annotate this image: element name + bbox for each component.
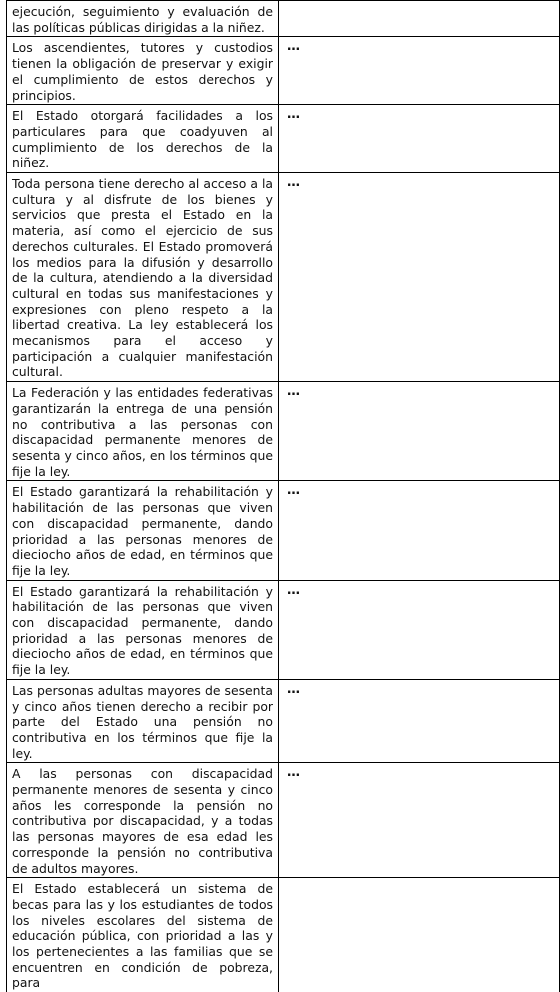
provision-text-cell: El Estado garantizará la rehabilitación y habilitación de las personas que viven con discapacidad permanente, dando prioridad a las personas menores de dieciocho años de edad, en términos que fije la ley.	[7, 481, 279, 580]
provision-text-cell: La Federación y las entidades federativas garantizarán la entrega de una pensión no contributiva a las personas con discapacidad permanente menores de sesenta y cinco años, en los términos que fije la ley.	[7, 382, 279, 481]
table-row	[7, 105, 560, 173]
comparison-table	[6, 0, 560, 992]
ellipsis-cell: …	[279, 37, 560, 105]
table-row	[7, 382, 560, 481]
ellipsis-cell: …	[279, 763, 560, 878]
provision-text-cell: Los ascendientes, tutores y custodios tienen la obligación de preservar y exigir el cumplimiento de estos derechos y principios.	[7, 37, 279, 105]
ellipsis-cell: …	[279, 382, 560, 481]
table-row	[7, 37, 560, 105]
provision-text-cell: El Estado otorgará facilidades a los particulares para que coadyuven al cumplimiento de los derechos de la niñez.	[7, 105, 279, 173]
provision-text-cell: El Estado garantizará la rehabilitación y habilitación de las personas que viven con discapacidad permanente, dando prioridad a las personas menores de dieciocho años de edad, en términos que fije la ley.	[7, 580, 279, 679]
ellipsis-cell	[279, 878, 560, 992]
table-row	[7, 1, 560, 37]
provision-text-cell: Toda persona tiene derecho al acceso a la cultura y al disfrute de los bienes y servicios que presta el Estado en la materia, así como el ejercicio de sus derechos culturales. El Estado promoverá los medios para la difusión y desarrollo de la cultura, atendiendo a la diversidad cultural en todas sus manifestaciones y expresiones con pleno respeto a la libertad creativa. La ley establecerá los mecanismos para el acceso y participación a cualquier manifestación cultural.	[7, 173, 279, 382]
table-row	[7, 679, 560, 763]
provision-text-cell: El Estado establecerá un sistema de becas para las y los estudiantes de todos los niveles escolares del sistema de educación pública, con prioridad a las y los pertenecientes a las familias que se encuentren en condición de pobreza, para	[7, 878, 279, 992]
provision-text-cell: A las personas con discapacidad permanente menores de sesenta y cinco años les corresponde la pensión no contributiva por discapacidad, y a todas las personas mayores de esa edad les corresponde la pensión no contributiva de adultos mayores.	[7, 763, 279, 878]
provision-text-cell: ejecución, seguimiento y evaluación de las políticas públicas dirigidas a la niñez.	[7, 1, 279, 37]
ellipsis-cell: …	[279, 679, 560, 763]
table-row	[7, 878, 560, 992]
ellipsis-cell	[279, 1, 560, 37]
table-row	[7, 173, 560, 382]
ellipsis-cell: …	[279, 173, 560, 382]
provision-text-cell: Las personas adultas mayores de sesenta y cinco años tienen derecho a recibir por parte del Estado una pensión no contributiva en los términos que fije la ley.	[7, 679, 279, 763]
table-row	[7, 481, 560, 580]
table-row	[7, 580, 560, 679]
table-row	[7, 763, 560, 878]
ellipsis-cell: …	[279, 105, 560, 173]
ellipsis-cell: …	[279, 481, 560, 580]
ellipsis-cell: …	[279, 580, 560, 679]
